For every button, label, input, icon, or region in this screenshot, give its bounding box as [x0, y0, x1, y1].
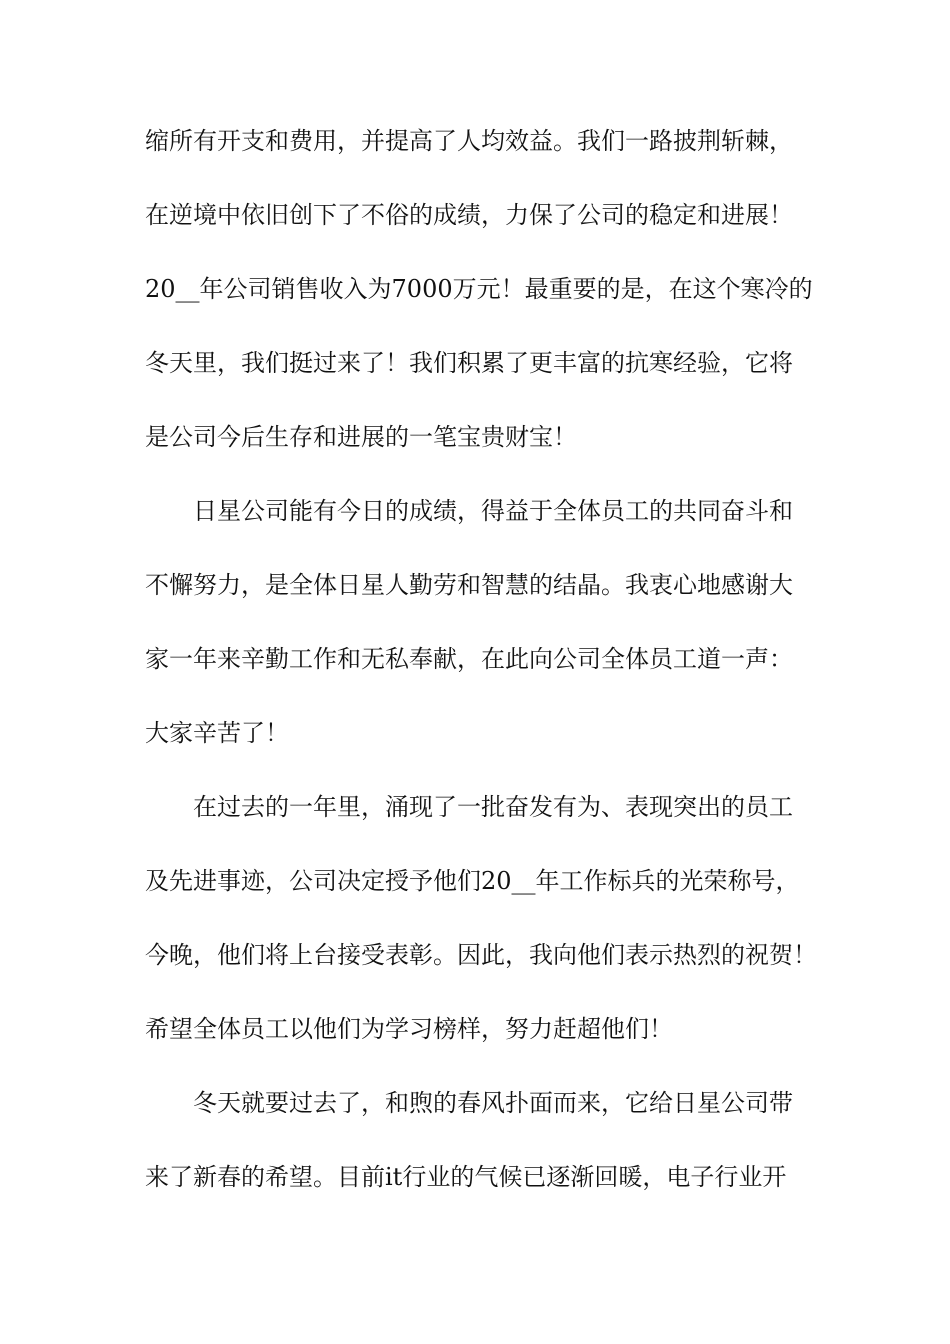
text-line: 20__年公司销售收入为7000万元！最重要的是，在这个寒冷的 [145, 275, 813, 303]
text-line: 在逆境中依旧创下了不俗的成绩，力保了公司的稳定和进展！ [145, 201, 793, 229]
text-line: 缩所有开支和费用，并提高了人均效益。我们一路披荆斩棘， [145, 127, 793, 155]
text-line: 今晚，他们将上台接受表彰。因此，我向他们表示热烈的祝贺！ [145, 941, 817, 969]
text-line: 及先进事迹，公司决定授予他们20__年工作标兵的光荣称号， [145, 867, 800, 895]
text-line: 不懈努力，是全体日星人勤劳和智慧的结晶。我衷心地感谢大 [145, 571, 793, 599]
text-line: 日星公司能有今日的成绩，得益于全体员工的共同奋斗和 [145, 497, 793, 525]
text-line: 大家辛苦了！ [145, 719, 289, 747]
body-text [145, 126, 825, 1236]
text-line: 家一年来辛勤工作和无私奉献，在此向公司全体员工道一声： [145, 645, 793, 673]
text-line: 冬天就要过去了，和煦的春风扑面而来，它给日星公司带 [145, 1089, 793, 1117]
text-line: 希望全体员工以他们为学习榜样，努力赶超他们！ [145, 1015, 673, 1043]
text-line: 冬天里，我们挺过来了！我们积累了更丰富的抗寒经验，它将 [145, 349, 793, 377]
text-line: 是公司今后生存和进展的一笔宝贵财宝！ [145, 423, 577, 451]
text-line: 在过去的一年里，涌现了一批奋发有为、表现突出的员工 [145, 793, 793, 821]
text-line: 来了新春的希望。目前it行业的气候已逐渐回暖，电子行业开 [145, 1163, 787, 1191]
